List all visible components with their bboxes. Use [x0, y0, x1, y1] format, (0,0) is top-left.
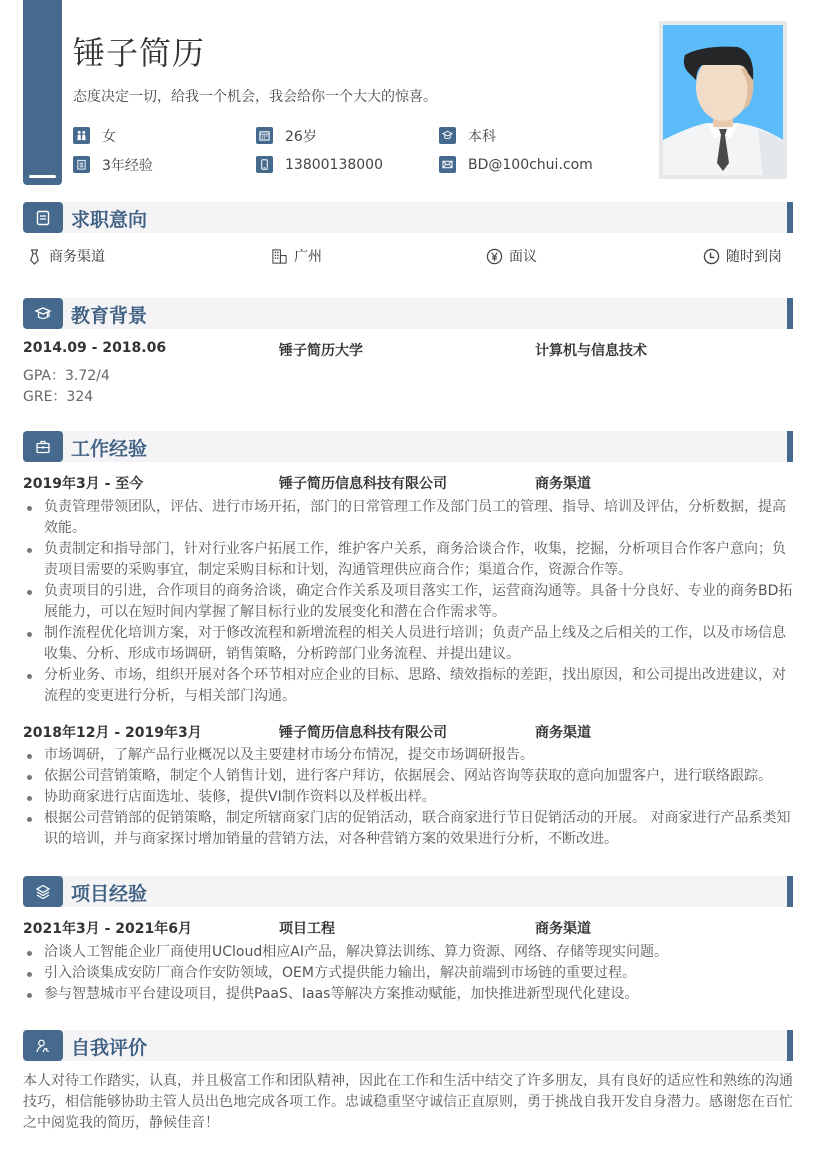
- gender-icon: [73, 127, 90, 144]
- section-end-bar: [787, 298, 793, 329]
- bullet-item: 负责管理带领团队，评估、进行市场开拓，部门的日常管理工作及部门员工的管理、指导、培训及评估，分析数据，提高效能。: [23, 497, 795, 539]
- bullet-item: 负责项目的引进，合作项目的商务洽谈，确定合作关系及项目落实工作，运营商沟通等。具备十分良好、专业的商务BD拓展能力，可以在短时间内掌握了解目标行业的发展变化和潜在合作需求等。: [23, 581, 795, 623]
- header-accent-bar: [23, 0, 62, 185]
- education-entry-header: [23, 340, 793, 360]
- bullet-item: 根据公司营销部的促销策略，制定所辖商家门店的促销活动，联合商家进行节日促销活动的开展。 对商家进行产品系类知识的培训，并与商家探讨增加销量的营销方法，对各种营销方案的效果进行分析，不断改进。: [23, 808, 795, 850]
- section-end-bar: [787, 1030, 793, 1061]
- info-gender: 女: [73, 126, 256, 146]
- work-company: 锤子简历信息科技有限公司: [279, 476, 447, 492]
- bullet-item: 参与智慧城市平台建设项目，提供PaaS、Iaas等解决方案推动赋能，加快推进新型现代化建设。: [23, 984, 795, 1005]
- graduation-cap-icon: [23, 298, 63, 329]
- project-name: 项目工程: [279, 921, 335, 937]
- work-company: 锤子简历信息科技有限公司: [279, 725, 447, 741]
- info-experience: 3年经验: [73, 155, 256, 175]
- work-period: 2019年3月 - 至今: [23, 476, 144, 492]
- briefcase-icon: [23, 431, 63, 462]
- section-header-project: [23, 876, 793, 907]
- motto: 态度决定一切，给我一个机会，我会给你一个大大的惊喜。: [73, 89, 437, 105]
- work-period: 2018年12月 - 2019年3月: [23, 725, 202, 741]
- education-school: 锤子简历大学: [279, 343, 363, 359]
- bullet-item: 引入洽谈集成安防厂商合作安防领域，OEM方式提供能力输出，解决前端到市场链的重要过程。: [23, 963, 795, 984]
- project-period: 2021年3月 - 2021年6月: [23, 921, 192, 937]
- education-period: 2014.09 - 2018.06: [23, 340, 167, 356]
- bullet-item: 制作流程优化培训方案，对于修改流程和新增流程的相关人员进行培训；负责产品上线及之后相关的工作，以及市场信息收集、分析、形成市场调研，销售策略，分析跨部门业务流程、并提出建议。: [23, 623, 795, 665]
- work-entry-2-bullets: [23, 745, 795, 850]
- clipboard-icon: [23, 202, 63, 233]
- section-header-work: [23, 431, 793, 462]
- phone-icon: [256, 156, 273, 173]
- section-header-self-evaluation: [23, 1030, 793, 1061]
- education-major: 计算机与信息技术: [535, 343, 647, 359]
- section-title: 求职意向: [71, 209, 148, 231]
- clipboard-icon: [73, 156, 90, 173]
- yen-icon: [486, 248, 503, 265]
- section-header-intent: [23, 202, 793, 233]
- intent-availability: 随时到岗: [703, 246, 782, 266]
- job-intent-row: [26, 246, 786, 268]
- section-title: 教育背景: [71, 305, 148, 327]
- project-role: 商务渠道: [535, 921, 591, 937]
- work-entry-2-header: [23, 722, 793, 742]
- accent-dash: [29, 175, 56, 178]
- building-icon: [271, 248, 288, 265]
- bullet-item: 分析业务、市场，组织开展对各个环节相对应企业的目标、思路、绩效指标的差距，找出原因，和公司提出改进建议，对流程的变更进行分析，与相关部门沟通。: [23, 665, 795, 707]
- resume-name: 锤子简历: [73, 34, 206, 72]
- section-end-bar: [787, 202, 793, 233]
- graduation-cap-icon: [439, 127, 456, 144]
- mail-icon: [439, 156, 456, 173]
- education-gre: GRE：324: [23, 389, 94, 405]
- work-role: 商务渠道: [535, 476, 591, 492]
- avatar-illustration: [663, 25, 783, 175]
- info-email: BD@100chui.com: [439, 156, 622, 173]
- self-evaluation-text: 本人对待工作踏实，认真，并且极富工作和团队精神，因此在工作和生活中结交了许多朋友，具有良好的适应性和熟练的沟通技巧，相信能够协助主管人员出色地完成各项工作。忠诚稳重坚守诚信正直原则，勇于挑战自我开发自身潜力。感谢您在百忙之中阅览我的简历，静候佳音！: [23, 1073, 793, 1131]
- section-header-education: [23, 298, 793, 329]
- bullet-item: 负责制定和指导部门，针对行业客户拓展工作，维护客户关系，商务洽谈合作，收集，挖掘，分析项目合作客户意向；负责项目需要的采购事宜，制定采购目标和计划，沟通管理供应商合作；渠道合作，资源合作等。: [23, 539, 795, 581]
- clock-icon: [703, 248, 720, 265]
- profile-photo: [659, 21, 787, 179]
- intent-salary: 面议: [486, 246, 537, 266]
- user-signature-icon: [23, 1030, 63, 1061]
- work-role: 商务渠道: [535, 725, 591, 741]
- info-degree: 本科: [439, 126, 622, 146]
- section-end-bar: [787, 876, 793, 907]
- project-entry-header: [23, 918, 793, 938]
- bullet-item: 市场调研，了解产品行业概况以及主要建材市场分布情况，提交市场调研报告。: [23, 745, 795, 766]
- work-entry-1-header: [23, 473, 793, 493]
- section-title: 自我评价: [71, 1037, 148, 1059]
- education-gpa: GPA：3.72/4: [23, 368, 110, 384]
- layers-icon: [23, 876, 63, 907]
- section-end-bar: [787, 431, 793, 462]
- section-title: 工作经验: [71, 438, 148, 460]
- section-title: 项目经验: [71, 883, 148, 905]
- project-bullets: [23, 942, 795, 1005]
- bullet-item: 洽谈人工智能企业厂商使用UCloud相应AI产品，解决算法训练、算力资源、网络、存储等现实问题。: [23, 942, 795, 963]
- personal-info: [73, 121, 633, 179]
- work-entry-1-bullets: [23, 497, 795, 707]
- bullet-item: 依据公司营销策略，制定个人销售计划，进行客户拜访，依据展会、网站咨询等获取的意向加盟客户，进行联络跟踪。: [23, 766, 795, 787]
- bullet-item: 协助商家进行店面选址、装修，提供VI制作资料以及样板出样。: [23, 787, 795, 808]
- info-age: 26岁: [256, 126, 439, 146]
- info-phone: 13800138000: [256, 156, 439, 173]
- calendar-icon: [256, 127, 273, 144]
- tie-icon: [26, 248, 43, 265]
- intent-position: 商务渠道: [26, 246, 105, 266]
- intent-city: 广州: [271, 246, 322, 266]
